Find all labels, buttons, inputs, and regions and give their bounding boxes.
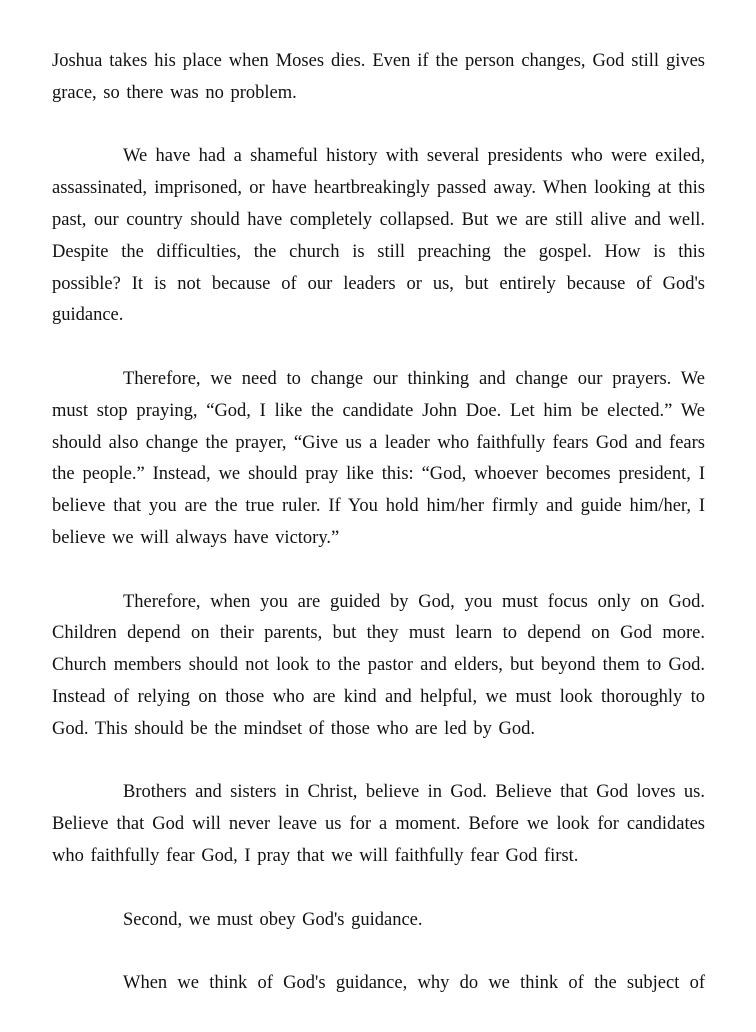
paragraph-7: When we think of God's guidance, why do we think of the subject of [123,973,705,994]
document-page [52,46,705,1032]
paragraph-6: Second, we must obey God's guidance. [123,909,423,930]
paragraph-1: Joshua takes his place when Moses dies. Even if the person changes, God still gives grace, so there was no problem. [52,51,705,103]
paragraph-4: Therefore, when you are guided by God, you must focus only on God. Children depend on their parents, but they must learn to depend on God more. Church members should not look to the pastor and elders, but beyond them to God. Instead of relying on those who are kind and helpful, we must look thoroughly to God. This should be the mindset of those who are led by God. [52,591,705,739]
paragraph-5: Brothers and sisters in Christ, believe in God. Believe that God loves us. Believe that God will never leave us for a moment. Before we look for candidates who faithfully fear God, I pray that we will faithfully fear God first. [52,782,705,866]
paragraph-2: We have had a shameful history with several presidents who were exiled, assassinated, imprisoned, or have heartbreakingly passed away. When looking at this past, our country should have completely collapsed. But we are still alive and well. Despite the difficulties, the church is still preaching the gospel. How is this possible? It is not because of our leaders or us, but entirely because of God's guidance. [52,146,705,326]
paragraph-3: Therefore, we need to change our thinking and change our prayers. We must stop praying, “God, I like the candidate John Doe. Let him be elected.” We should also change the prayer, “Give us a leader who faithfully fears God and fears the people.” Instead, we should pray like this: “God, whoever becomes president, I believe that you are the true ruler. If You hold him/her firmly and guide him/her, I believe we will always have victory.” [52,368,705,548]
